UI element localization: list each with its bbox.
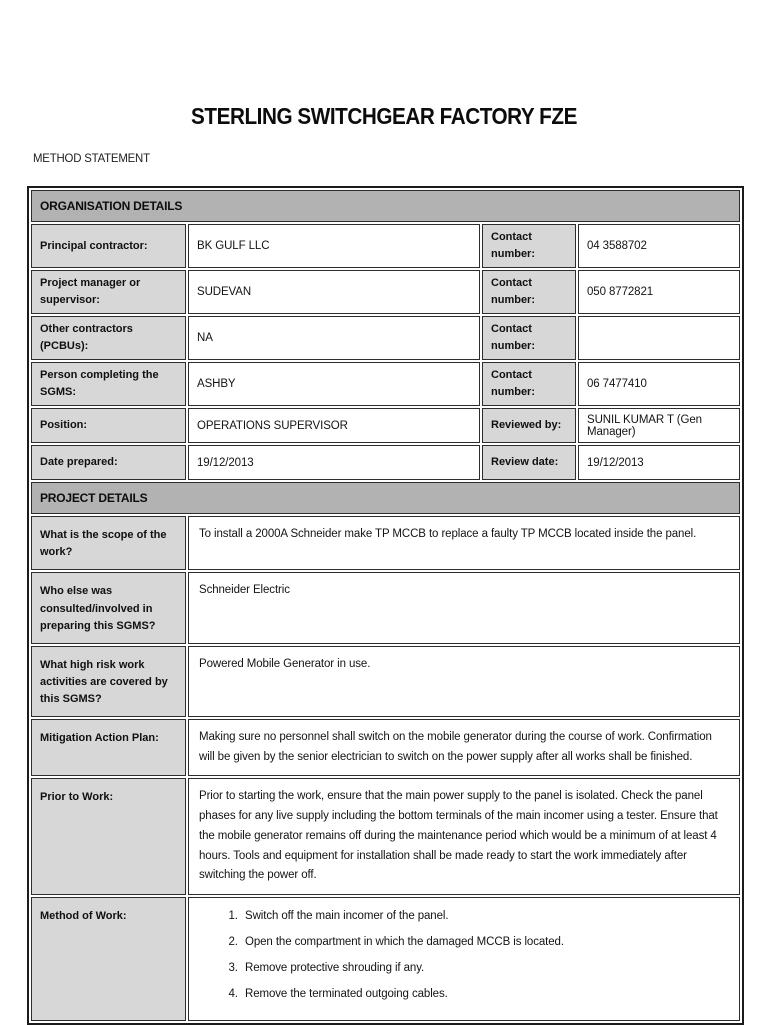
row-value: SUDEVAN [188,270,480,314]
row-value: Schneider Electric [188,572,740,643]
row-label: Other contractors (PCBUs): [31,316,186,360]
method-of-work-list [199,908,729,1002]
page-title: STERLING SWITCHGEAR FACTORY FZE [191,103,577,129]
row-value: Prior to starting the work, ensure that the main power supply to the panel is isolated. Check the panel phases for any live supply including the bottom terminals of the main incomer using a tester. Ensure that the mobile generator remains off during the maintenance period which would be a minimum of at least 4 hours. Tools and equipment for installation shall be made ready to start the work immediately after switching the power off. [188,778,740,895]
row-label-secondary: Contact number: [482,270,576,314]
row-label: Prior to Work: [31,778,186,895]
row-label: What high risk work activities are covered by this SGMS? [31,646,186,717]
table-row [31,270,740,314]
row-label-secondary: Review date: [482,445,576,480]
row-label-secondary: Contact number: [482,316,576,360]
row-value: BK GULF LLC [188,224,480,268]
row-label: Position: [31,408,186,443]
row-value-secondary: SUNIL KUMAR T (Gen Manager) [578,408,740,443]
row-value: 19/12/2013 [188,445,480,480]
table-row [31,572,740,643]
row-value: Powered Mobile Generator in use. [188,646,740,717]
project-details-header: PROJECT DETAILS [31,482,740,514]
section-header-row [31,190,740,222]
method-step: 4. Remove the terminated outgoing cables. [241,986,729,1002]
row-label-secondary: Contact number: [482,362,576,406]
table-row [31,362,740,406]
table-row [31,897,740,1021]
row-label: Project manager or supervisor: [31,270,186,314]
table-row [31,224,740,268]
row-value-secondary [578,316,740,360]
method-step: 3. Remove protective shrouding if any. [241,960,729,976]
row-label: Date prepared: [31,445,186,480]
table-row [31,445,740,480]
row-value: To install a 2000A Schneider make TP MCCB to replace a faulty TP MCCB located inside the panel. [188,516,740,570]
row-label: Who else was consulted/involved in preparing this SGMS? [31,572,186,643]
table-row [31,778,740,895]
section-header-row [31,482,740,514]
document-type-label: METHOD STATEMENT [33,151,150,165]
row-label: Principal contractor: [31,224,186,268]
row-label-secondary: Contact number: [482,224,576,268]
row-value-secondary: 04 3588702 [578,224,740,268]
row-label: What is the scope of the work? [31,516,186,570]
table-row [31,646,740,717]
row-value [188,897,740,1021]
row-value: Making sure no personnel shall switch on the mobile generator during the course of work. Confirmation will be given by the senior electrician to switch on the power supply after all works shall be finished. [188,719,740,777]
method-step: 2. Open the compartment in which the damaged MCCB is located. [241,934,729,950]
table-row [31,719,740,777]
row-label-secondary: Reviewed by: [482,408,576,443]
row-value-secondary: 19/12/2013 [578,445,740,480]
table-row [31,408,740,443]
method-step: 1. Switch off the main incomer of the panel. [241,908,729,924]
row-label: Mitigation Action Plan: [31,719,186,777]
organisation-details-header: ORGANISATION DETAILS [31,190,740,222]
row-value: NA [188,316,480,360]
row-label: Method of Work: [31,897,186,1021]
row-value: ASHBY [188,362,480,406]
table-row [31,516,740,570]
method-statement-table [27,186,744,1025]
table-row [31,316,740,360]
row-value: OPERATIONS SUPERVISOR [188,408,480,443]
row-value-secondary: 06 7477410 [578,362,740,406]
row-label: Person completing the SGMS: [31,362,186,406]
row-value-secondary: 050 8772821 [578,270,740,314]
